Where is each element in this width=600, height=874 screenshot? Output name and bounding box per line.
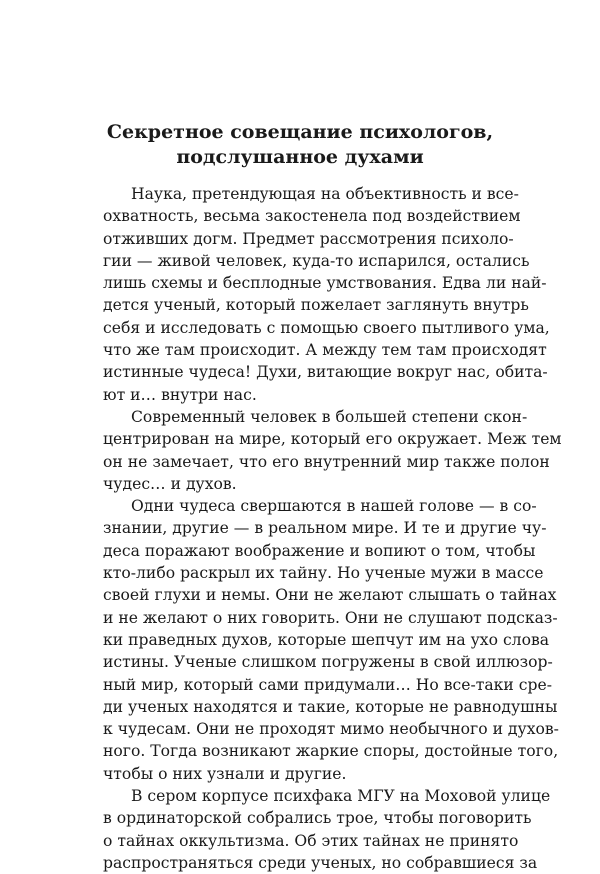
- text-line: к чудесам. Они не проходят мимо необычного и духов-: [103, 720, 559, 739]
- text-line: истины. Ученые слишком погружены в свой иллюзор-: [103, 653, 553, 672]
- text-line: охватность, весьма закостенела под воздействием: [103, 207, 521, 226]
- text-line: себя и исследовать с помощью своего пытливого ума,: [103, 318, 550, 337]
- text-line: и не желают о них говорить. Они не слушают подсказ-: [103, 608, 558, 627]
- text-line: Одни чудеса свершаются в нашей голове — в со-: [131, 497, 537, 516]
- text-line: деса поражают воображение и вопиют о том, чтобы: [103, 541, 536, 560]
- text-line: центрирован на мире, который его окружает. Меж тем: [103, 430, 562, 449]
- text-line: В сером корпусе психфака МГУ на Моховой улице: [131, 787, 551, 806]
- text-line: ного. Тогда возникают жаркие споры, достойные того,: [103, 742, 559, 761]
- text-line: дется ученый, который пожелает заглянуть внутрь: [103, 296, 529, 315]
- chapter-title-line-1: Секретное совещание психологов,: [106, 121, 494, 143]
- text-line: ки праведных духов, которые шепчут им на ухо слова: [103, 630, 550, 649]
- chapter-title: [0, 120, 600, 170]
- text-line: кто-либо раскрыл их тайну. Но ученые мужи в массе: [103, 564, 544, 583]
- text-line: своей глухи и немы. Они не желают слышать о тайнах: [103, 586, 557, 605]
- text-line: Современный человек в большей степени скон-: [131, 407, 528, 426]
- text-line: он не замечает, что его внутренний мир также полон: [103, 452, 550, 471]
- text-line: о тайнах оккультизма. Об этих тайнах не принято: [103, 831, 519, 850]
- text-line: лишь схемы и бесплодные умствования. Едва ли най-: [103, 274, 547, 293]
- text-line: в ординаторской собрались трое, чтобы поговорить: [103, 809, 532, 828]
- text-line: ют и… внутри нас.: [103, 385, 257, 404]
- text-line: распространяться среди ученых, но собравшиеся за: [103, 853, 538, 872]
- text-line: гии — живой человек, куда-то испарился, остались: [103, 251, 530, 270]
- text-line: истинные чудеса! Духи, витающие вокруг нас, обита-: [103, 363, 548, 382]
- text-line: чудес… и духов.: [103, 474, 237, 493]
- text-line: ный мир, который сами придумали… Но все-таки сре-: [103, 675, 552, 694]
- text-line: знании, другие — в реальном мире. И те и другие чу-: [103, 519, 547, 538]
- text-line: ди ученых находятся и такие, которые не равнодушны: [103, 697, 558, 716]
- text-line: что же там происходит. А между тем там происходят: [103, 341, 547, 360]
- chapter-body: [103, 183, 562, 874]
- text-line: чтобы о них узнали и другие.: [103, 764, 347, 783]
- text-line: отживших догм. Предмет рассмотрения психоло-: [103, 229, 514, 248]
- text-line: Наука, претендующая на объективность и все-: [131, 185, 519, 203]
- chapter-title-line-2: подслушанное духами: [176, 146, 424, 168]
